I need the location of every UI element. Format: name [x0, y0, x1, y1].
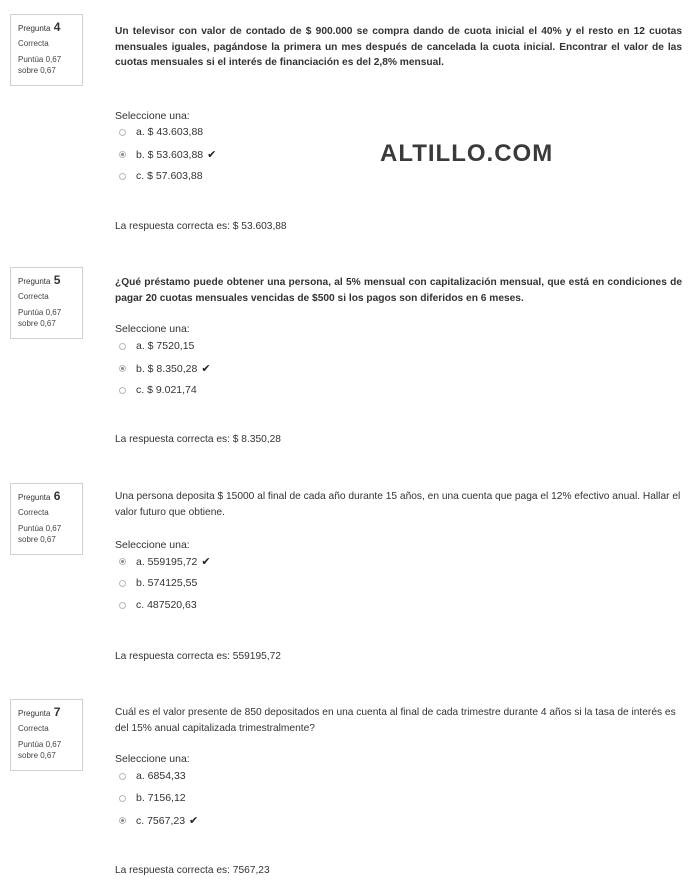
correct-answer-feedback: La respuesta correcta es: 7567,23	[115, 865, 270, 876]
answer-option-b[interactable]	[115, 792, 186, 804]
select-prompt: Seleccione una:	[115, 753, 190, 765]
question-content	[115, 483, 682, 673]
option-label: a. 6854,33	[136, 770, 186, 782]
question-number: Pregunta 4	[18, 20, 61, 34]
question-number: Pregunta 7	[18, 705, 61, 719]
answer-option-b[interactable]	[115, 362, 211, 375]
question-text: Un televisor con valor de contado de $ 900.000 se compra dando de cuota inicial el 40% y el resto en 12 cuotas mensuales iguales, pagándose la primera un mes después de cancelada la cuota inicial. Encontrar el valor de las cuotas mensuales si el interés de financiación es del 2,8% mensual.	[115, 26, 682, 68]
question-content	[115, 699, 682, 889]
question-number: Pregunta 5	[18, 273, 61, 287]
radio-button[interactable]	[119, 580, 126, 587]
question-grade: Puntúa 0,67 sobre 0,67	[18, 524, 62, 544]
option-label: c. 487520,63	[136, 599, 197, 611]
question-info-box	[10, 699, 83, 771]
checkmark-icon: ✔	[201, 363, 211, 375]
question-info-box	[10, 483, 83, 555]
answer-option-c[interactable]	[115, 384, 197, 396]
radio-button[interactable]	[119, 773, 126, 780]
question-info-box	[10, 267, 83, 339]
radio-button-selected[interactable]	[119, 151, 126, 158]
checkmark-icon: ✔	[207, 149, 217, 161]
question-state: Correcta	[18, 39, 49, 48]
watermark-logo: ALTILLO.COM	[380, 140, 554, 167]
select-prompt: Seleccione una:	[115, 323, 190, 335]
option-label: c. $ 57.603,88	[136, 170, 203, 182]
question-text: Una persona deposita $ 15000 al final de cada año durante 15 años, en una cuenta que paga el 12% efectivo anual. Hallar el valor futuro que obtiene.	[115, 491, 681, 518]
select-prompt: Seleccione una:	[115, 110, 190, 122]
select-prompt: Seleccione una:	[115, 539, 190, 551]
option-label: a. $ 7520,15	[136, 340, 195, 352]
radio-button[interactable]	[119, 343, 126, 350]
answer-option-b[interactable]	[115, 577, 197, 589]
option-label: b. $ 53.603,88	[136, 148, 204, 161]
answer-option-c[interactable]	[115, 170, 203, 182]
correct-answer-feedback: La respuesta correcta es: $ 8.350,28	[115, 434, 281, 445]
question-content	[115, 14, 682, 244]
question-text: ¿Qué préstamo puede obtener una persona, al 5% mensual con capitalización mensual, que está en condiciones de pagar 20 cuotas mensuales vencidas de $500 si los pagos son diferidos en 6 meses.	[115, 277, 682, 304]
question-state: Correcta	[18, 292, 49, 301]
question-grade: Puntúa 0,67 sobre 0,67	[18, 55, 62, 75]
answer-option-b[interactable]	[115, 148, 216, 161]
question-grade: Puntúa 0,67 sobre 0,67	[18, 740, 62, 760]
radio-button-selected[interactable]	[119, 558, 126, 565]
answer-option-c[interactable]	[115, 814, 198, 827]
radio-button[interactable]	[119, 795, 126, 802]
question-text: Cuál es el valor presente de 850 depositados en una cuenta al final de cada trimestre durante 4 años si la tasa de interés es del 15% anual capitalizada trimestralmente?	[115, 707, 676, 734]
checkmark-icon: ✔	[189, 815, 199, 827]
radio-button[interactable]	[119, 173, 126, 180]
option-label: b. 574125,55	[136, 577, 198, 589]
option-label: b. $ 8.350,28	[136, 362, 198, 375]
question-number: Pregunta 6	[18, 489, 61, 503]
answer-option-c[interactable]	[115, 599, 197, 611]
radio-button-selected[interactable]	[119, 365, 126, 372]
radio-button[interactable]	[119, 387, 126, 394]
radio-button-selected[interactable]	[119, 817, 126, 824]
option-label: b. 7156,12	[136, 792, 186, 804]
answer-option-a[interactable]	[115, 555, 211, 568]
question-state: Correcta	[18, 724, 49, 733]
option-label: c. 7567,23	[136, 814, 186, 827]
question-grade: Puntúa 0,67 sobre 0,67	[18, 308, 62, 328]
correct-answer-feedback: La respuesta correcta es: $ 53.603,88	[115, 221, 287, 232]
option-label: a. 559195,72	[136, 555, 198, 568]
option-label: c. $ 9.021,74	[136, 384, 197, 396]
checkmark-icon: ✔	[201, 556, 211, 568]
answer-option-a[interactable]	[115, 770, 186, 782]
option-label: a. $ 43.603,88	[136, 126, 204, 138]
answer-option-a[interactable]	[115, 340, 194, 352]
question-info-box	[10, 14, 83, 86]
correct-answer-feedback: La respuesta correcta es: 559195,72	[115, 651, 281, 662]
radio-button[interactable]	[119, 602, 126, 609]
question-state: Correcta	[18, 508, 49, 517]
question-content	[115, 267, 682, 457]
answer-option-a[interactable]	[115, 126, 203, 138]
radio-button[interactable]	[119, 129, 126, 136]
